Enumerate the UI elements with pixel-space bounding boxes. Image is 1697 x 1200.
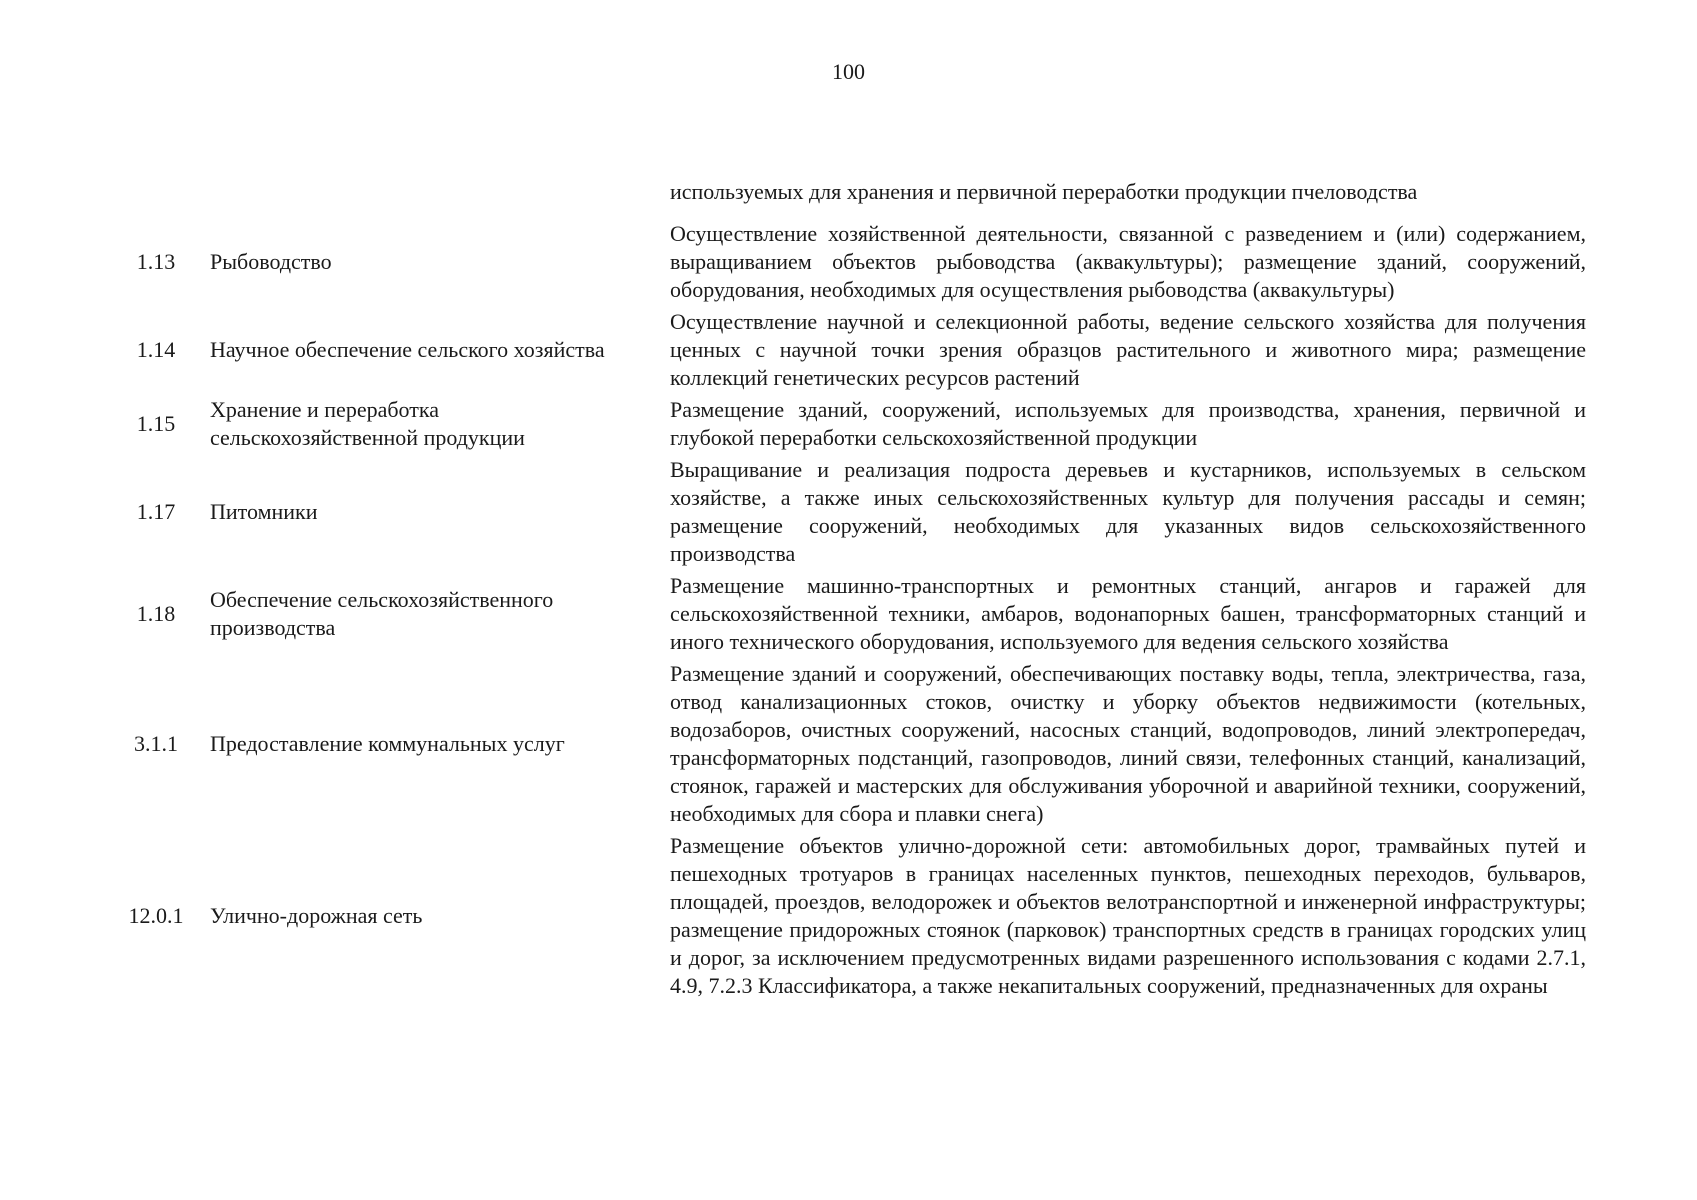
row-code: 1.13 [136, 249, 176, 274]
row-name: Предоставление коммунальных услуг [210, 731, 565, 756]
table-row [112, 832, 1586, 1004]
row-name: Хранение и переработка сельскохозяйственной продукции [210, 397, 525, 450]
table-row [112, 178, 1586, 220]
table-row [112, 220, 1586, 308]
row-description: Размещение зданий, сооружений, используемых для производства, хранения, первичной и глубокой переработки сельскохозяйственной продукции [670, 397, 1586, 450]
row-name [210, 178, 670, 220]
row-code: 12.0.1 [128, 903, 184, 928]
row-name: Обеспечение сельскохозяйственного производства [210, 587, 554, 640]
row-description: Размещение объектов улично-дорожной сети: автомобильных дорог, трамвайных путей и пешеходных тротуаров в границах населенных пунктов, пешеходных переходов, бульваров, площадей, проездов, велодорожек и объектов велотранспортной и инженерной инфраструктуры; размещение придорожных стоянок (парковок) транспортных средств в границах городских улиц и дорог, за исключением предусмотренных видами разрешенного использования с кодами 2.7.1, 4.9, 7.2.3 Классификатора, а также некапитальных сооружений, предназначенных для охраны [670, 833, 1586, 998]
table-row [112, 456, 1586, 572]
row-code: 3.1.1 [134, 731, 178, 756]
row-description: Размещение машинно-транспортных и ремонтных станций, ангаров и гаражей для сельскохозяйственной техники, амбаров, водонапорных башен, трансформаторных станций и иного технического оборудования, используемого для ведения сельского хозяйства [670, 573, 1586, 654]
table-row [112, 308, 1586, 396]
land-use-table [112, 178, 1586, 1004]
table-row [112, 396, 1586, 456]
row-name: Питомники [210, 499, 318, 524]
row-description: Размещение зданий и сооружений, обеспечивающих поставку воды, тепла, электричества, газа, отвод канализационных стоков, очистку и уборку объектов недвижимости (котельных, водозаборов, очистных сооружений, насосных станций, водопроводов, линий электропередач, трансформаторных подстанций, газопроводов, линий связи, телефонных станций, канализаций, стоянок, гаражей и мастерских для обслуживания уборочной и аварийной техники, сооружений, необходимых для сбора и плавки снега) [670, 661, 1586, 826]
row-description: Выращивание и реализация подроста деревьев и кустарников, используемых в сельском хозяйстве, а также иных сельскохозяйственных культур для получения рассады и семян; размещение сооружений, необходимых для указанных видов сельскохозяйственного производства [670, 457, 1586, 566]
table-row [112, 660, 1586, 832]
row-description: используемых для хранения и первичной переработки продукции пчеловодства [670, 179, 1418, 204]
page-number: 100 [832, 59, 865, 84]
row-code [112, 178, 210, 220]
row-description: Осуществление хозяйственной деятельности, связанной с разведением и (или) содержанием, выращиванием объектов рыбоводства (аквакультуры); размещение зданий, сооружений, оборудования, необходимых для осуществления рыбоводства (аквакультуры) [670, 221, 1586, 302]
row-code: 1.15 [136, 411, 176, 436]
row-description: Осуществление научной и селекционной работы, ведение сельского хозяйства для получения ценных с научной точки зрения образцов растительного и животного мира; размещение коллекций генетических ресурсов растений [670, 309, 1586, 390]
table-row [112, 572, 1586, 660]
row-name: Научное обеспечение сельского хозяйства [210, 337, 605, 362]
row-code: 1.17 [136, 499, 176, 524]
row-code: 1.14 [136, 337, 176, 362]
row-code: 1.18 [136, 601, 176, 626]
row-name: Рыбоводство [210, 249, 332, 274]
row-name: Улично-дорожная сеть [210, 903, 423, 928]
